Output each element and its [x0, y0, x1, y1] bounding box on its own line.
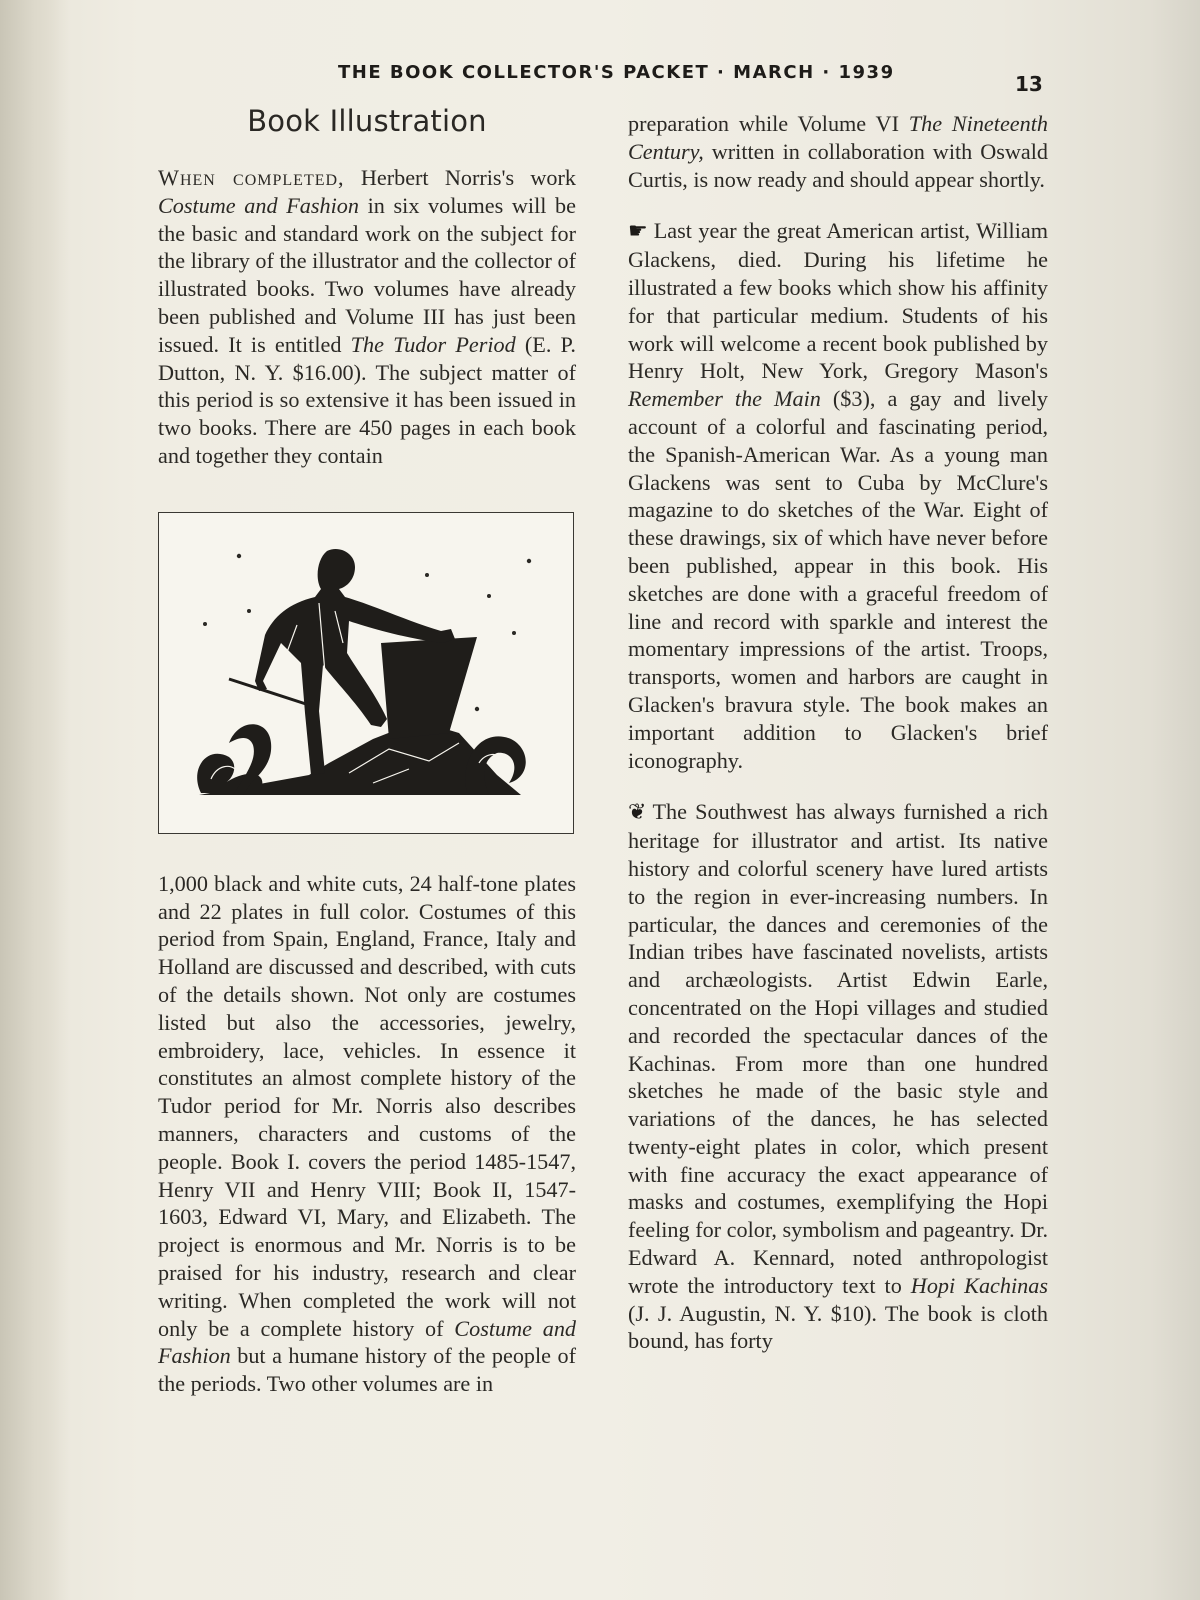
spine-shadow — [0, 0, 70, 1600]
book-title: Remember the Main — [628, 386, 821, 412]
norris-paragraph-part2 — [158, 870, 576, 1398]
text-run: in six volumes will be the basic and standard work on the subject for the library of the illustrator and the collector of illustrated books. Two volumes have already been published and Volume III has just been issued. It is entitled — [158, 192, 577, 357]
norris-continuation-paragraph — [628, 110, 1048, 193]
text-run: preparation while Volume VI — [628, 111, 909, 136]
paragraph-gap — [628, 193, 1048, 217]
book-title: The Tudor Period — [350, 331, 516, 357]
text-run: (J. J. Augustin, N. Y. $10). The book is cloth bound, has forty — [628, 1300, 1048, 1354]
text-run: 1,000 black and white cuts, 24 half-tone plates and 22 plates in full color. Costumes of this period from Spain, England, France, Italy and Holland are discussed and described, with cuts of the details shown. Not only are costumes listed but also the accessories, jewelry, embroidery, lace, vehicles. In essence it constitutes an almost complete history of the Tudor period for Mr. Norris also describes manners, characters and customs of the people. Book I. covers the period 1485-1547, Henry VII and Henry VIII; Book II, 1547-1603, Edward VI, Mary, and Elizabeth. The project is enormous and Mr. Norris is to be praised for his industry, research and clear writing. When completed the work will not only be a complete history of — [158, 870, 576, 1341]
page-number: 13 — [1015, 72, 1043, 96]
hand-ornament-icon: ☛ — [628, 219, 648, 245]
left-column — [158, 100, 576, 1398]
book-title: The Nineteenth Century, — [628, 111, 1048, 164]
woodcut-figure-drawing — [159, 513, 572, 832]
paragraph-gap — [628, 774, 1048, 798]
text-run: Herbert Norris's work — [344, 165, 576, 190]
text-run: The Southwest has always furnished a rich heritage for illustrator and artist. Its native history and colorful scenery have lured artists to the region in ever-increasing numbers. In particular, the dances and ceremonies of the Indian tribes have fascinated novelists, artists and archæologists. Artist Edwin Earle, concentrated on the Hopi villages and studied and recorded the spectacular dances of the Kachinas. From more than one hundred sketches he made of the basic style and variations of the dances, he has selected twenty-eight plates in color, which present with fine accuracy the exact appearance of masks and costumes, exemplifying the Hopi feeling for color, symbolism and pageantry. Dr. Edward A. Kennard, noted anthropologist wrote the introductory text to — [628, 799, 1048, 1298]
section-heading: Book Illustration — [247, 104, 487, 138]
right-column — [628, 110, 1048, 1355]
running-head: THE BOOK COLLECTOR'S PACKET · MARCH · 1939 — [338, 62, 895, 83]
norris-paragraph-part1 — [158, 164, 576, 470]
book-title: Costume and Fashion — [158, 192, 359, 218]
lead-in: When completed, — [158, 165, 345, 190]
book-title: Costume and Fashion — [158, 1315, 577, 1369]
hopi-paragraph — [628, 798, 1048, 1355]
book-title: Hopi Kachinas — [910, 1272, 1048, 1298]
woodcut-illustration — [158, 512, 574, 834]
flower-ornament-icon: ❦ — [628, 800, 647, 826]
text-run: but a humane history of the people of the periods. Two other volumes are in — [158, 1343, 576, 1397]
text-run: (E. P. Dutton, N. Y. $16.00). The subject matter of this period is so extensive it has been issued in two books. There are 450 pages in each book and together they contain — [158, 331, 576, 468]
text-run: written in collaboration with Oswald Curtis, is now ready and should appear shortly. — [628, 138, 1048, 192]
text-run: ($3), a gay and lively account of a colorful and fascinating period, the Spanish-American War. As a young man Glackens was sent to Cuba by McClure's magazine to do sketches of the War. Eight of these drawings, six of which have never before been published, appear in this book. His sketches are done with a graceful freedom of line and record with sparkle and interest the momentary impressions of the artist. Troops, transports, women and harbors are caught in Glacken's bravura style. The book makes an important addition to Glacken's brief iconography. — [628, 386, 1048, 773]
text-run: Last year the great American artist, William Glackens, died. During his lifetime he illustrated a few books which show his affinity for that particular medium. Students of his work will welcome a recent book published by Henry Holt, New York, Gregory Mason's — [628, 218, 1048, 384]
glackens-paragraph — [628, 217, 1048, 774]
